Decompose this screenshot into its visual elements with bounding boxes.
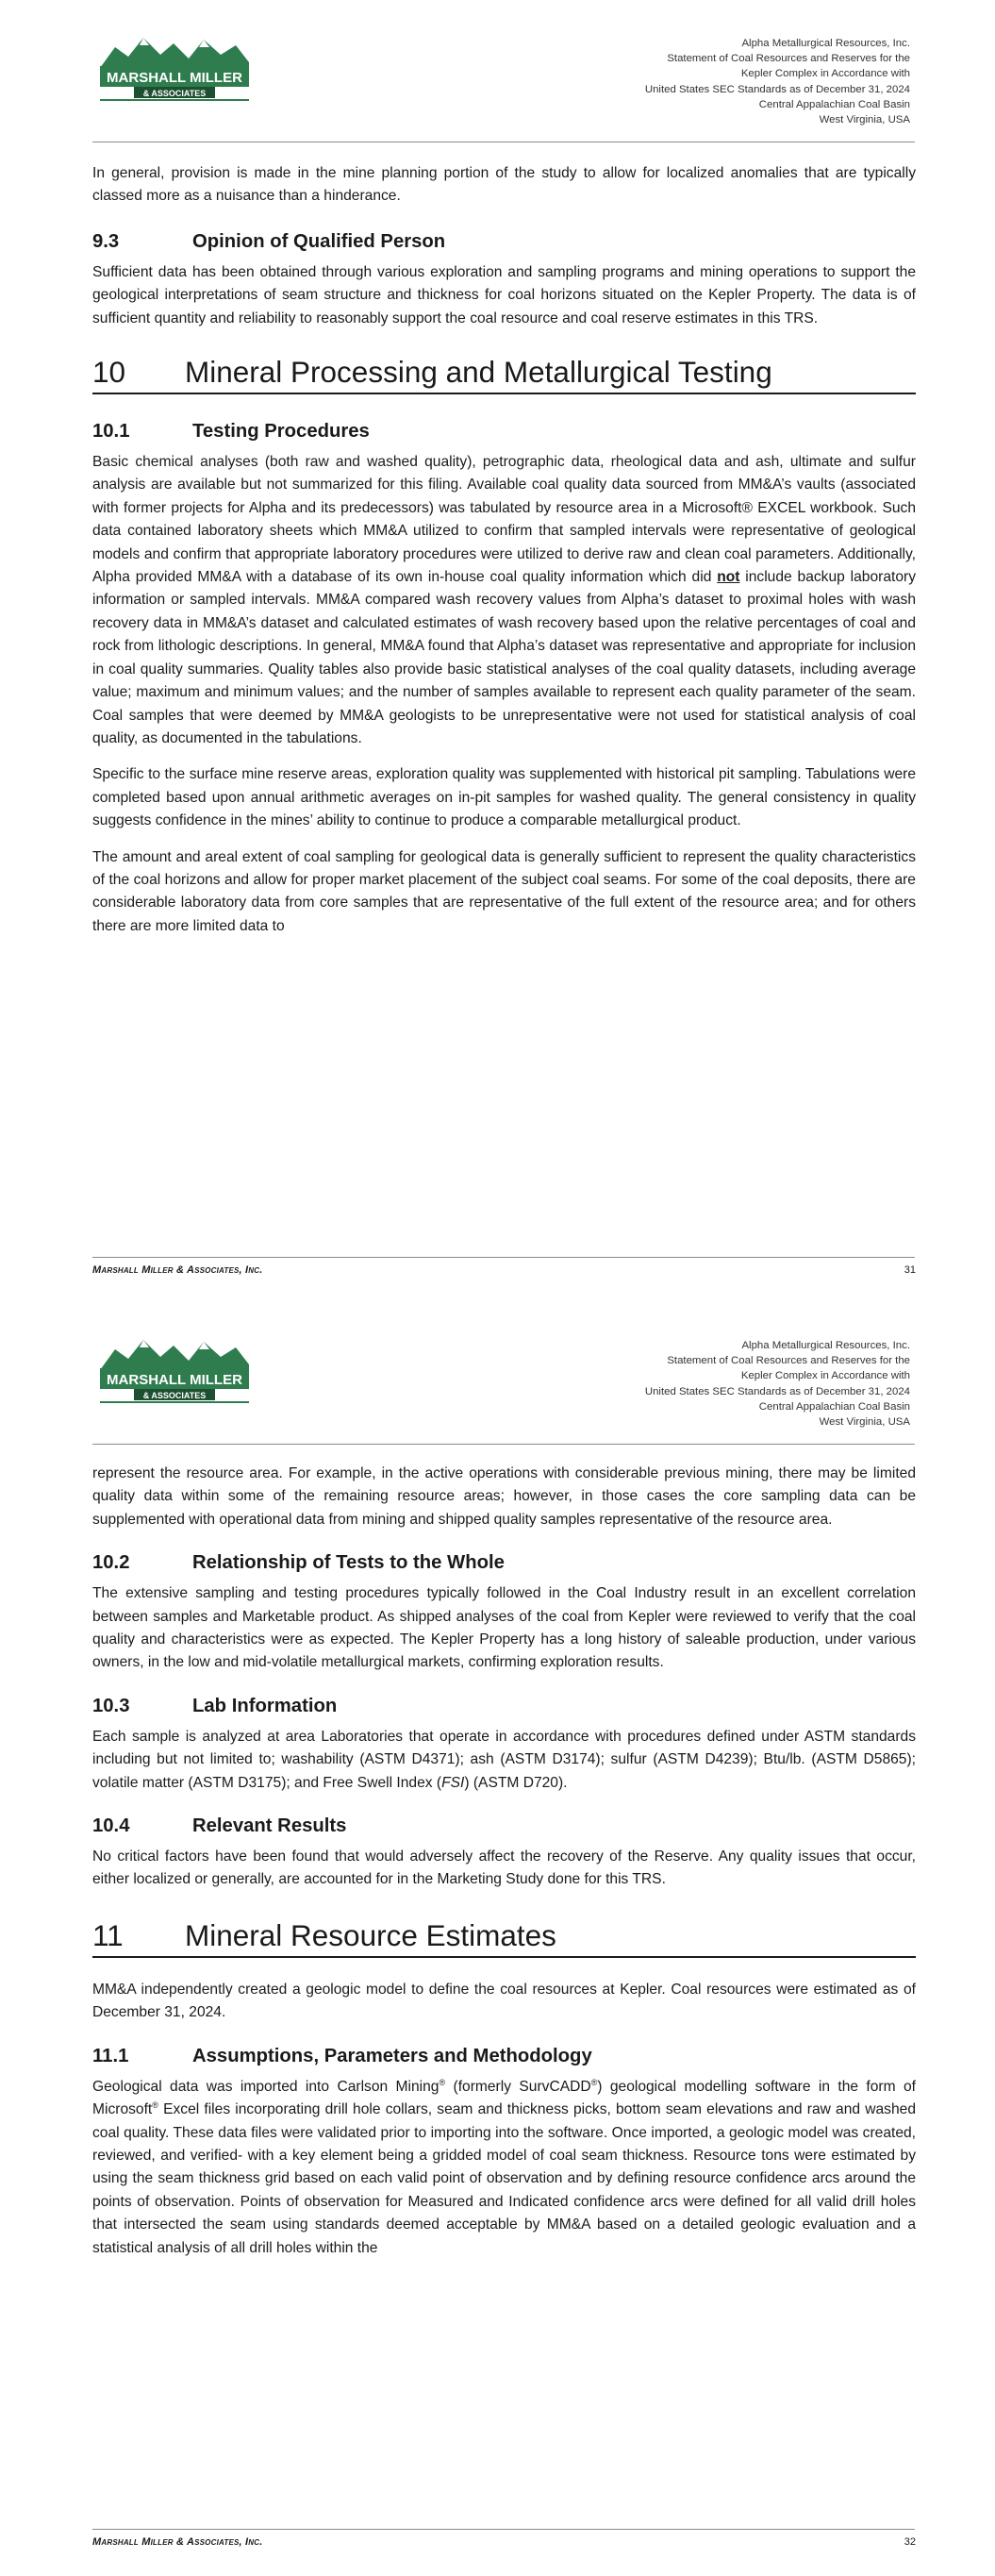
header-company: Alpha Metallurgical Resources, Inc. xyxy=(741,1340,910,1351)
section-number: 11.1 xyxy=(92,2045,129,2066)
page-number: 32 xyxy=(904,2536,916,2548)
paragraph: MM&A independently created a geologic model to define the coal resources at Kepler. Coal resources were estimated as of December 31, 2024. xyxy=(92,1981,916,2021)
header-line: Kepler Complex in Accordance with xyxy=(740,1370,910,1382)
header-line: Kepler Complex in Accordance with xyxy=(740,68,910,80)
footer-firm: Marshall Miller & Associates, Inc. xyxy=(92,1264,263,1276)
chapter-number: 11 xyxy=(92,1917,124,1952)
registered-mark: ® xyxy=(590,2077,598,2087)
fsi-abbrev: FSI xyxy=(441,1774,465,1791)
section-heading-9-3 xyxy=(92,229,916,254)
svg-text:MARSHALL MILLER: MARSHALL MILLER xyxy=(107,1372,242,1388)
section-heading-10-4 xyxy=(92,1814,916,1838)
section-number: 10.2 xyxy=(92,1552,130,1574)
continued-paragraph: represent the resource area. For example, in the active operations with considerable previous mining, there may be limited quality data within some of the remaining resource areas; however, in those cases the core sampling data can be supplemented with operational data from mining and shipped quality samples representative of the resource area. xyxy=(92,1465,916,1528)
paragraph: Geological data was imported into Carlson Mining® (formerly SurvCADD®) geological modelling software in the form of Microsoft® Excel files incorporating drill hole collars, seam and thickness picks, bottom seam elevations and raw and washed coal quality. These data files were validated prior to importing into the software. Once imported, a geologic model was created, reviewed, and verified- with a key element being a gridded model of coal seam thickness. Resource tons were estimated by using the seam thickness grid based on each valid point of observation and by defining resource confidence arcs around the points of observation. Points of observation for Measured and Indicated confidence arcs were defined for all valid drill holes that intersected the seam using standards deemed acceptable by MM&A based on a detailed geologic evaluation and a statistical analysis of all drill holes within the xyxy=(92,2077,916,2256)
header-line: West Virginia, USA xyxy=(819,1416,910,1429)
section-number: 10.4 xyxy=(92,1815,130,1837)
section-title: Assumptions, Parameters and Methodology xyxy=(192,2045,592,2066)
svg-text:MARSHALL MILLER: MARSHALL MILLER xyxy=(107,70,242,86)
header-line: United States SEC Standards as of December 31, 2024 xyxy=(644,83,910,95)
chapter-title: Mineral Resource Estimates xyxy=(185,1917,556,1952)
footer-rule xyxy=(92,1257,915,1258)
page-32 xyxy=(0,1308,995,2576)
header-rule xyxy=(92,1444,915,1445)
emphasis-not: not xyxy=(717,569,740,586)
company-logo xyxy=(96,30,253,102)
chapter-number: 10 xyxy=(92,355,126,390)
paragraph: Each sample is analyzed at area Laboratories that operate in accordance with procedures defined under ASTM standards including but not limited to; washability (ASTM D4371); ash (ASTM D3174); sulfur (ASTM D4239); Btu/lb. (ASTM D5865); volatile matter (ASTM D3175); and Free Swell Index (FSI) (ASTM D720). xyxy=(92,1728,916,1791)
header-company: Alpha Metallurgical Resources, Inc. xyxy=(741,38,910,49)
paragraph: No critical factors have been found that would adversely affect the recovery of the Reserve. Any quality issues that occur, either localized or generally, are accounted for in the Marketing Study done for this TRS. xyxy=(92,1848,916,1888)
section-title: Opinion of Qualified Person xyxy=(192,230,446,252)
section-heading-10-2 xyxy=(92,1550,916,1575)
header-line: Statement of Coal Resources and Reserves for the xyxy=(667,53,910,65)
paragraph: The extensive sampling and testing procedures typically followed in the Coal Industry result in an excellent correlation between samples and Marketable product. As shipped analyses of the coal from Kepler were reviewed to verify that the coal quality and characteristics were as expected. The Kepler Property has a long history of saleable production, under various owners, in the low and mid-volatile metallurgical markets, confirming exploration results. xyxy=(92,1585,916,1671)
chapter-heading-11 xyxy=(92,1916,916,1958)
company-logo xyxy=(96,1332,253,1404)
section-heading-10-3 xyxy=(92,1694,916,1718)
header-line: Central Appalachian Coal Basin xyxy=(758,1400,910,1413)
page-footer xyxy=(92,1264,916,1276)
document-header xyxy=(476,36,910,127)
header-line: Statement of Coal Resources and Reserves for the xyxy=(667,1355,910,1367)
header-line: West Virginia, USA xyxy=(819,114,910,126)
section-heading-10-1 xyxy=(92,419,916,443)
svg-text:& ASSOCIATES: & ASSOCIATES xyxy=(142,89,207,98)
document-header xyxy=(476,1338,910,1430)
section-title: Lab Information xyxy=(192,1695,338,1716)
footer-rule xyxy=(92,2529,915,2530)
paragraph: The amount and areal extent of coal sampling for geological data is generally sufficient to represent the quality characteristics of the coal horizons and allow for proper market placement of the subject coal seams. For some of the coal deposits, there are considerable laboratory data from core samples that are representative of the full extent of the resource area; and for others there are more limited data to xyxy=(92,848,916,934)
page-body xyxy=(92,162,916,938)
header-line: Central Appalachian Coal Basin xyxy=(758,98,910,110)
footer-firm: Marshall Miller & Associates, Inc. xyxy=(92,2536,263,2548)
section-title: Relationship of Tests to the Whole xyxy=(192,1552,505,1574)
section-number: 9.3 xyxy=(92,230,120,252)
chapter-heading-10 xyxy=(92,353,916,394)
page-footer xyxy=(92,2536,916,2548)
paragraph: Sufficient data has been obtained through various exploration and sampling programs and mining operations to support the geological interpretations of seam structure and thickness for coal horizons situated on the Kepler Property. The data is of sufficient quantity and reliability to reasonably support the coal resource and coal reserve estimates in this TRS. xyxy=(92,263,916,326)
paragraph: Basic chemical analyses (both raw and washed quality), petrographic data, rheological data and ash, ultimate and sulfur analysis are available but not summarized for this filing. Available coal quality data sourced from MM&A’s vaults (associated with former projects for Alpha and its predecessors) was tabulated by resource area in a Microsoft® EXCEL workbook. Such data contained laboratory sheets which MM&A utilized to confirm that sampled intervals were representative of geological models and confirm that appropriate laboratory procedures were utilized to derive raw and clean coal parameters. Additionally, Alpha provided MM&A with a database of its own in-house coal quality information which did not include backup laboratory information or sampled intervals. MM&A compared wash recovery values from Alpha’s dataset to proximal holes with wash recovery data in MM&A’s dataset and calculated estimates of wash recovery based upon the relative percentages of coal and rock from lithologic descriptions. In general, MM&A found that Alpha’s dataset was representative and appropriate for inclusion in coal quality summaries. Quality tables also provide basic statistical analyses of the coal quality datasets, including average value; maximum and minimum values; and the number of samples available to represent each quality parameter of the seam. Coal samples that were deemed by MM&A geologists to be unrepresentative were not used for statistical analysis of coal quality, as documented in the tabulations. xyxy=(92,454,916,746)
chapter-title: Mineral Processing and Metallurgical Testing xyxy=(185,355,772,390)
section-title: Testing Procedures xyxy=(192,421,370,443)
section-title: Relevant Results xyxy=(192,1815,347,1837)
section-heading-11-1 xyxy=(92,2044,916,2068)
section-number: 10.1 xyxy=(92,421,130,443)
header-line: United States SEC Standards as of December 31, 2024 xyxy=(644,1385,910,1397)
section-number: 10.3 xyxy=(92,1695,130,1716)
registered-mark: ® xyxy=(152,2099,158,2110)
page-number: 31 xyxy=(904,1264,916,1276)
paragraph: Specific to the surface mine reserve areas, exploration quality was supplemented with historical pit sampling. Tabulations were completed based upon annual arithmetic averages on in-pit samples for washed quality. The general consistency in quality suggests confidence in the mines’ ability to continue to produce a comparable metallurgical product. xyxy=(92,766,916,829)
registered-mark: ® xyxy=(439,2077,446,2087)
page-body xyxy=(92,1463,916,2260)
svg-text:& ASSOCIATES: & ASSOCIATES xyxy=(142,1391,207,1400)
intro-paragraph: In general, provision is made in the mine planning portion of the study to allow for localized anomalies that are typically classed more as a nuisance than a hinderance. xyxy=(92,165,916,205)
